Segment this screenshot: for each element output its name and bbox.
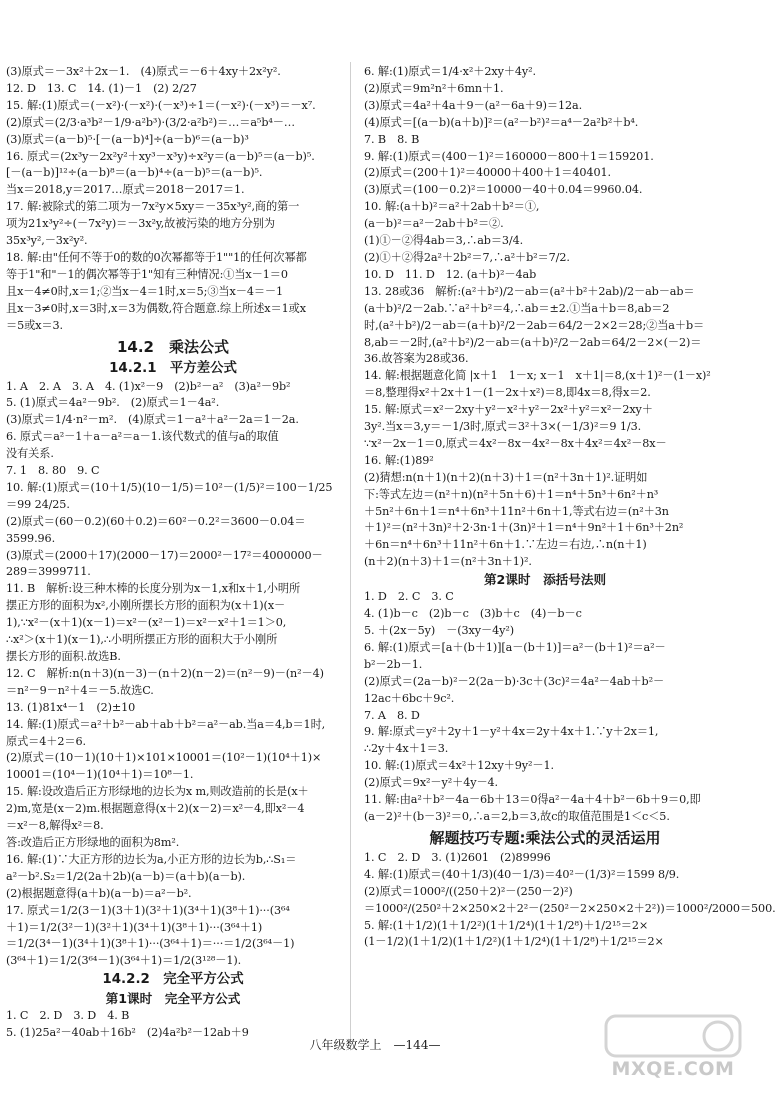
answer-line: ＝n²－9－n²＋4＝－5.故选C.	[6, 683, 154, 697]
answer-line: 8,ab＝－2时,(a²＋b²)/2－ab＝(a＋b)²/2－2ab＝64/2－2×(－2)＝	[364, 335, 702, 349]
answer-line: 16. 解:(1)∵大正方形的边长为a,小正方形的边长为b,∴S₁＝	[6, 852, 297, 866]
answer-line: ＝5或x＝3.	[6, 318, 63, 332]
answer-line: 3y².当x＝3,y＝－1/3时,原式＝3²＋3×(－1/3)²＝9 1/3.	[364, 420, 642, 434]
answer-line: ＝8,整理得x²＋2x＋1－(1－2x＋x²)＝8,即4x＝8,得x＝2.	[364, 386, 651, 400]
answer-line: 36.故答案为28或36.	[364, 352, 469, 366]
answer-line: 5. 解:(1＋1/2)(1＋1/2²)(1＋1/2⁴)(1＋1/2⁸)＋1/2¹⁵＝2×	[364, 918, 649, 932]
answer-line: 10. D 11. D 12. (a＋b)²－4ab	[364, 267, 537, 281]
right-column	[364, 64, 776, 951]
answer-line: [－(a－b)]¹²÷(a－b)⁸＝(a－b)⁴÷(a－b)⁵＝(a－b)⁵.	[6, 166, 263, 180]
answer-line: 项为21x³y²÷(－7x²y)＝－3x²y,故被污染的地方分别为	[6, 217, 275, 231]
answer-line: ＋1)²＝(n²＋3n)²＋2·3n·1＋(3n)²＋1＝n⁴＋9n²＋1＋6n³＋2n²	[364, 521, 684, 535]
answer-line: 10. 解:(1)原式＝4x²＋12xy＋9y²－1.	[364, 759, 554, 773]
answer-line: ＋6n＝n⁴＋6n³＋11n²＋6n＋1.∵左边＝右边,∴n(n＋1)	[364, 538, 647, 552]
answer-line: 7. A 8. D	[364, 708, 420, 722]
answer-line: ∴2y＋4x＋1＝3.	[364, 742, 449, 756]
answer-line: ∵x²－2x－1＝0,原式＝4x²－8x－4x²－8x＋4x²＝4x²－8x－	[364, 436, 667, 450]
answer-line: 2)m,宽是(x－2)m.根据题意得(x＋2)(x－2)＝x²－4,即x²－4	[6, 802, 305, 816]
answer-line: ＝1/2(3⁴－1)(3⁴＋1)(3⁸＋1)···(3⁶⁴＋1)＝···＝1/2(3⁶⁴－1)	[6, 937, 295, 951]
answer-line: 6. 解:(1)原式＝[a＋(b＋1)][a－(b＋1)]＝a²－(b＋1)²＝a²－	[364, 640, 666, 654]
answer-line: 答:改造后正方形绿地的面积为8m².	[6, 835, 180, 849]
section-heading: 14.2 乘法公式	[116, 337, 229, 356]
answer-line: ＋5n²＋6n＋1＝n⁴＋6n³＋11n²＋6n＋1,等式右边＝(n²＋3n	[364, 504, 669, 518]
answer-line: 289＝3999711.	[6, 565, 91, 579]
answer-line: 当x＝2018,y＝2017…原式＝2018－2017＝1.	[6, 183, 245, 197]
answer-line: 15. 解:原式＝x²－2xy＋y²－x²＋y²－2x²＋y²＝x²－2xy＋	[364, 403, 653, 417]
answer-line: 且x－4≠0时,x＝1;②当x－4＝1时,x＝5;③当x－4＝－1	[6, 284, 284, 298]
answer-line: 4. 解:(1)原式＝(40＋1/3)(40－1/3)＝40²－(1/3)²＝1599 8/9.	[364, 867, 680, 881]
answer-line: 11. B 解析:设三种木棒的长度分别为x－1,x和x＋1,小明所	[6, 582, 301, 596]
answer-line: 6. 解:(1)原式＝1/4·x²＋2xy＋4y².	[364, 65, 536, 78]
answer-line: 13. (1)81x⁴－1 (2)±10	[6, 700, 136, 714]
answer-line: (4)原式＝[(a－b)(a＋b)]²＝(a²－b²)²＝a⁴－2a²b²＋b⁴.	[364, 115, 639, 129]
answer-line: 9. 解:(1)原式＝(400－1)²＝160000－800＋1＝159201.	[364, 149, 654, 163]
answer-line: (3)原式＝(100－0.2)²＝10000－40＋0.04＝9960.04.	[364, 183, 643, 197]
answer-line: (2)原式＝1000²/((250＋2)²－(250－2)²)	[364, 884, 573, 898]
answer-line: 15. 解:设改造后正方形绿地的边长为x m,则改造前的长是(x＋	[6, 785, 309, 799]
answer-line: (3)原式＝(2000＋17)(2000－17)＝2000²－17²＝4000000－	[6, 548, 323, 562]
answer-line: (2)原式＝(10－1)(10＋1)×101×10001＝(10²－1)(10⁴＋1)×	[6, 751, 322, 765]
answer-line: 10. 解:(a＋b)²＝a²＋2ab＋b²＝①,	[364, 200, 540, 214]
answer-line: 摆长方形的面积.故选B.	[6, 650, 121, 663]
answer-line: ＝99 24/25.	[6, 497, 70, 511]
answer-line: 下:等式左边＝(n²＋n)(n²＋5n＋6)＋1＝n⁴＋5n³＋6n²＋n³	[364, 487, 659, 501]
answer-line: (a－2)²＋(b－3)²＝0,∴a＝2,b＝3,故c的取值范围是1＜c＜5.	[364, 809, 670, 823]
answer-line: 5. (1)25a²－40ab＋16b² (2)4a²b²－12ab＋9	[6, 1026, 249, 1040]
answer-line: 14. 解:(1)原式＝a²＋b²－ab＋ab＋b²＝a²－ab.当a＝4,b＝1时,	[6, 717, 326, 731]
answer-line: 17. 原式＝1/2(3－1)(3＋1)(3²＋1)(3⁴＋1)(3⁸＋1)···(3⁶⁴	[6, 903, 290, 917]
answer-line: (3)原式＝1/4·n²－m². (4)原式＝1－a²＋a²－2a＝1－2a.	[6, 413, 299, 427]
answer-line: (2)原式＝9x²－y²＋4y－4.	[364, 776, 499, 790]
answer-line: 12. C 解析:n(n＋3)(n－3)－(n＋2)(n－2)＝(n²－9)－(n²－4)	[6, 666, 324, 680]
answer-line: (2)根据题意得(a＋b)(a－b)＝a²－b².	[6, 886, 192, 900]
watermark-logo	[600, 1010, 746, 1092]
answer-line: 14. 解:根据题意化简 |x＋1 1－x; x－1 x＋1|＝8,(x＋1)²－(1－x)²	[364, 369, 711, 383]
answer-line: 7. B 8. B	[364, 132, 420, 146]
answer-line: (2)原式＝(60－0.2)(60＋0.2)＝60²－0.2²＝3600－0.04＝	[6, 514, 306, 528]
answer-line: (a＋b)²/2－2ab.∵a²＋b²＝4,∴ab＝±2.①当a＋b＝8,ab＝2	[364, 301, 670, 315]
answer-line: (1)①－②得4ab＝3,∴ab＝3/4.	[364, 234, 524, 248]
answer-line: 1. D 2. C 3. C	[364, 590, 454, 604]
answer-line: 10. 解:(1)原式＝(10＋1/5)(10－1/5)＝10²－(1/5)²＝100－1/25	[6, 480, 333, 494]
section-heading: 第1课时 完全平方公式	[105, 991, 241, 1007]
answer-line: 4. (1)b－c (2)b－c (3)b＋c (4)－b－c	[364, 607, 582, 621]
answer-line: 原式＝4＋2＝6.	[6, 734, 86, 748]
answer-line: 6. 原式＝a²－1＋a－a²＝a－1.该代数式的值与a的取值	[6, 430, 279, 444]
answer-line: (2)原式＝(2/3·a³b²－1/9·a²b³)·(3/2·a²b²)＝…＝a⁵b⁴－…	[6, 115, 295, 129]
answer-line: 没有关系.	[6, 447, 54, 461]
answer-line: 35x³y²,－3x²y².	[6, 234, 88, 248]
answer-line: b²－2b－1.	[364, 657, 423, 671]
answer-line: 15. 解:(1)原式＝(－x²)·(－x²)·(－x³)÷1＝(－x²)·(－x³)＝－x⁷.	[6, 98, 316, 112]
watermark-text: MXQE.COM	[611, 1058, 735, 1080]
answer-line: ＝1000²/(250²＋2×250×2＋2²－(250²－2×250×2＋2²))＝1000²/2000＝500.	[364, 901, 776, 915]
answer-line: (3)原式＝(a－b)⁵·[－(a－b)⁴]÷(a－b)⁶＝(a－b)³	[6, 132, 249, 146]
section-heading: 解题技巧专题:乘法公式的灵活运用	[429, 828, 661, 847]
column-divider	[350, 62, 351, 1042]
answer-line: 18. 解:由"任何不等于0的数的0次幂都等于1""1的任何次幂都	[6, 250, 307, 264]
answer-line: 11. 解:由a²＋b²－4a－6b＋13＝0得a²－4a＋4＋b²－6b＋9＝0,即	[364, 793, 701, 807]
answer-line: (2)原式＝9m²n²＋6mn＋1.	[364, 81, 504, 95]
answer-line: 7. 1 8. 80 9. C	[6, 464, 100, 478]
section-heading: 第2课时 添括号法则	[483, 572, 607, 588]
answer-line: 且x－3≠0时,x＝3时,x＝3为偶数,符合题意.综上所述x＝1或x	[6, 301, 306, 315]
answer-line: 12. D 13. C 14. (1)－1 (2) 2/27	[6, 81, 197, 95]
answer-line: 5. (1)原式＝4a²－9b². (2)原式＝1－4a².	[6, 396, 220, 410]
answer-line: 1),∵x²－(x＋1)(x－1)＝x²－(x²－1)＝x²－x²＋1＝1＞0,	[6, 616, 287, 630]
answer-line: (2)原式＝(200＋1)²＝40000＋400＋1＝40401.	[364, 166, 611, 180]
section-heading: 14.2.1 平方差公式	[109, 360, 237, 376]
answer-line: ∴x²＞(x＋1)(x－1),∴小明所摆正方形的面积大于小刚所	[6, 633, 278, 647]
answer-line: 5. ＋(2x－5y) －(3xy－4y²)	[364, 624, 514, 637]
answer-line: 17. 解:被除式的第二项为－7x²y×5xy＝－35x³y²,商的第一	[6, 200, 300, 214]
answer-line: 摆正方形的面积为x²,小刚所摆长方形的面积为(x＋1)(x－	[6, 599, 286, 613]
answer-line: ＋1)＝1/2(3²－1)(3²＋1)(3⁴＋1)(3⁸＋1)···(3⁶⁴＋1)	[6, 920, 263, 934]
answer-line: (2)原式＝(2a－b)²－2(2a－b)·3c＋(3c)²＝4a²－4ab＋b²－	[364, 674, 665, 688]
answer-line: (n＋2)(n＋3)＋1＝(n²＋3n＋1)².	[364, 555, 532, 569]
answer-line: 1. A 2. A 3. A 4. (1)x²－9 (2)b²－a² (3)a²－9b²	[6, 379, 291, 393]
page-footer: 八年级数学上 —144—	[309, 1038, 441, 1052]
answer-line: 时,(a²＋b²)/2－ab＝(a＋b)²/2－2ab＝64/2－2×2＝28;②当a＋b＝	[364, 318, 705, 332]
answer-line: 1. C 2. D 3. D 4. B	[6, 1009, 130, 1023]
answer-line: 13. 28或36 解析:(a²＋b²)/2－ab＝(a²＋b²＋2ab)/2－ab－ab＝	[364, 284, 695, 298]
section-heading: 14.2.2 完全平方公式	[102, 972, 244, 988]
answer-line: (a－b)²＝a²－2ab＋b²＝②.	[364, 217, 504, 231]
answer-line: 3599.96.	[6, 531, 56, 545]
answer-line: a²－b².S₂＝1/2(2a＋2b)(a－b)＝(a＋b)(a－b).	[6, 869, 246, 883]
answer-line: (1－1/2)(1＋1/2)(1＋1/2²)(1＋1/2⁴)(1＋1/2⁸)＋1/2¹⁵＝2×	[364, 935, 664, 949]
answer-line: 等于1"和"－1的偶次幂等于1"知有三种情况:①当x－1＝0	[6, 267, 288, 281]
answer-line: (3)原式＝－3x²＋2x－1. (4)原式＝－6＋4xy＋2x²y².	[6, 65, 281, 78]
answer-line: (2)①＋②得2a²＋2b²＝7,∴a²＋b²＝7/2.	[364, 250, 570, 264]
answer-line: 1. C 2. D 3. (1)2601 (2)89996	[364, 850, 551, 864]
answer-line: (3)原式＝4a²＋4a＋9－(a²－6a＋9)＝12a.	[364, 98, 583, 112]
answer-line: 16. 解:(1)89²	[364, 453, 434, 467]
answer-line: (3⁶⁴＋1)＝1/2(3⁶⁴－1)(3⁶⁴＋1)＝1/2(3¹²⁸－1).	[6, 954, 242, 968]
answer-line: ＝x²－8,解得x²＝8.	[6, 819, 104, 833]
answer-line: 12ac＋6bc＋9c².	[364, 691, 455, 705]
answer-line: (2)猜想:n(n＋1)(n＋2)(n＋3)＋1＝(n²＋3n＋1)².证明如	[364, 470, 648, 484]
answer-line: 16. 原式＝(2x³y－2x²y²＋xy³－x³y)÷x²y＝(a－b)⁵＝(a－b)⁵.	[6, 149, 315, 163]
answer-line: 10001＝(10⁴－1)(10⁴＋1)＝10⁸－1.	[6, 768, 194, 782]
left-column	[6, 64, 340, 1042]
answer-line: 9. 解:原式＝y²＋2y＋1－y²＋4x＝2y＋4x＋1.∵y＋2x＝1,	[364, 725, 659, 739]
